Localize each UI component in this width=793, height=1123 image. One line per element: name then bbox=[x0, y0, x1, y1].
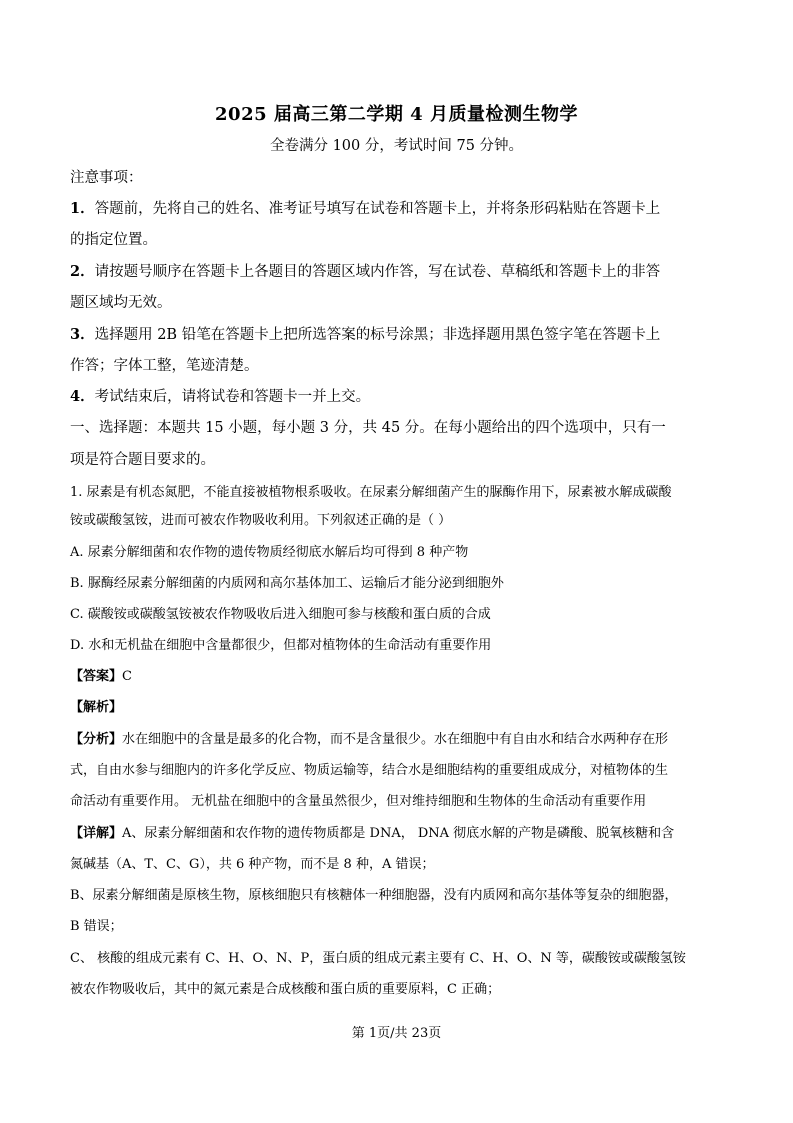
answer-tag: 【答案】 bbox=[70, 669, 123, 684]
page-number: 第 1页/共 23页 bbox=[351, 1026, 442, 1041]
xiangjie-line-1 bbox=[70, 824, 674, 844]
question-stem: 1. 尿素是有机态氮肥，不能直接被植物根系吸收。在尿素分解细菌产生的脲酶作用下，尿素被水解成碳酸 bbox=[70, 485, 672, 500]
option-b: B. 脲酶经尿素分解细菌的内质网和高尔基体加工、运输后才能分泌到细胞外 bbox=[70, 576, 504, 591]
exam-title: 2025 届高三第二学期 4 月质量检测生物学 bbox=[215, 104, 578, 125]
fenxi-tag: 【分析】 bbox=[70, 732, 123, 747]
note-text: 答题前，先将自己的姓名、准考证号填写在试卷和答题卡上，并将条形码粘贴在答题卡上 bbox=[94, 201, 661, 217]
answer-value: C bbox=[122, 669, 132, 684]
note-number: 3． bbox=[70, 326, 95, 343]
note-item-1-cont: 的指定位置。 bbox=[70, 232, 157, 248]
note-item-3-cont: 作答；字体工整，笔迹清楚。 bbox=[70, 358, 259, 374]
fenxi-line-3: 命活动有重要作用。 无机盐在细胞中的含量虽然很少，但对维持细胞和生物体的生命活动有重要作用 bbox=[70, 794, 647, 809]
explain-c-line-1: C、 核酸的组成元素有 C、H、O、N、P，蛋白质的组成元素主要有 C、H、O、N 等，碳酸铵或碳酸氢铵 bbox=[70, 951, 686, 966]
xiangjie-text: A、尿素分解细菌和农作物的遗传物质都是 DNA， DNA 彻底水解的产物是磷酸、脱氧核糖和含 bbox=[122, 826, 675, 841]
note-number: 4． bbox=[70, 388, 95, 405]
note-item-3 bbox=[70, 325, 660, 345]
explain-b-line-1: B、尿素分解细菌是原核生物，原核细胞只有核糖体一种细胞器，没有内质网和高尔基体等复杂的细胞器， bbox=[70, 888, 678, 903]
option-c: C. 碳酸铵或碳酸氢铵被农作物吸收后进入细胞可参与核酸和蛋白质的合成 bbox=[70, 607, 491, 622]
note-item-2-cont: 题区域均无效。 bbox=[70, 295, 172, 311]
explain-c-line-2: 被农作物吸收后，其中的氮元素是合成核酸和蛋白质的重要原料，C 正确； bbox=[70, 982, 501, 997]
analysis-label: 【解析】 bbox=[70, 700, 123, 715]
fenxi-line-2: 式，自由水参与细胞内的许多化学反应、物质运输等，结合水是细胞结构的重要组成成分，对植物体的生 bbox=[70, 763, 669, 778]
note-text: 考试结束后，请将试卷和答题卡一并上交。 bbox=[94, 389, 371, 405]
question-stem-cont: 铵或碳酸氢铵，进而可被农作物吸收利用。下列叙述正确的是（ ） bbox=[70, 513, 452, 528]
note-text: 请按题号顺序在答题卡上各题目的答题区域内作答，写在试卷、草稿纸和答题卡上的非答 bbox=[94, 264, 661, 280]
note-item-2 bbox=[70, 262, 660, 282]
note-item-4 bbox=[70, 387, 370, 407]
notes-heading: 注意事项： bbox=[70, 170, 143, 186]
xiangjie-tag: 【详解】 bbox=[70, 826, 123, 841]
note-number: 1． bbox=[70, 200, 95, 217]
note-number: 2． bbox=[70, 263, 95, 280]
explain-b-line-2: B 错误； bbox=[70, 919, 123, 934]
fenxi-text: 水在细胞中的含量是最多的化合物，而不是含量很少。水在细胞中有自由水和结合水两种存在形 bbox=[122, 732, 669, 747]
section-heading-cont: 项是符合题目要求的。 bbox=[70, 452, 215, 468]
note-item-1 bbox=[70, 199, 660, 219]
note-text: 选择题用 2B 铅笔在答题卡上把所选答案的标号涂黑；非选择题用黑色签字笔在答题卡上 bbox=[94, 327, 661, 343]
option-a: A. 尿素分解细菌和农作物的遗传物质经彻底水解后均可得到 8 种产物 bbox=[70, 545, 469, 560]
xiangjie-line-2: 氮碱基（A、T、C、G），共 6 种产物，而不是 8 种，A 错误； bbox=[70, 857, 435, 872]
exam-subtitle: 全卷满分 100 分，考试时间 75 分钟。 bbox=[269, 138, 524, 154]
answer-line bbox=[70, 667, 132, 687]
section-heading: 一、选择题：本题共 15 小题，每小题 3 分，共 45 分。在每小题给出的四个选项中，只有一 bbox=[70, 420, 666, 436]
option-d: D. 水和无机盐在细胞中含量都很少，但都对植物体的生命活动有重要作用 bbox=[70, 638, 492, 653]
fenxi-line-1 bbox=[70, 730, 668, 750]
analysis-tag bbox=[70, 698, 122, 718]
